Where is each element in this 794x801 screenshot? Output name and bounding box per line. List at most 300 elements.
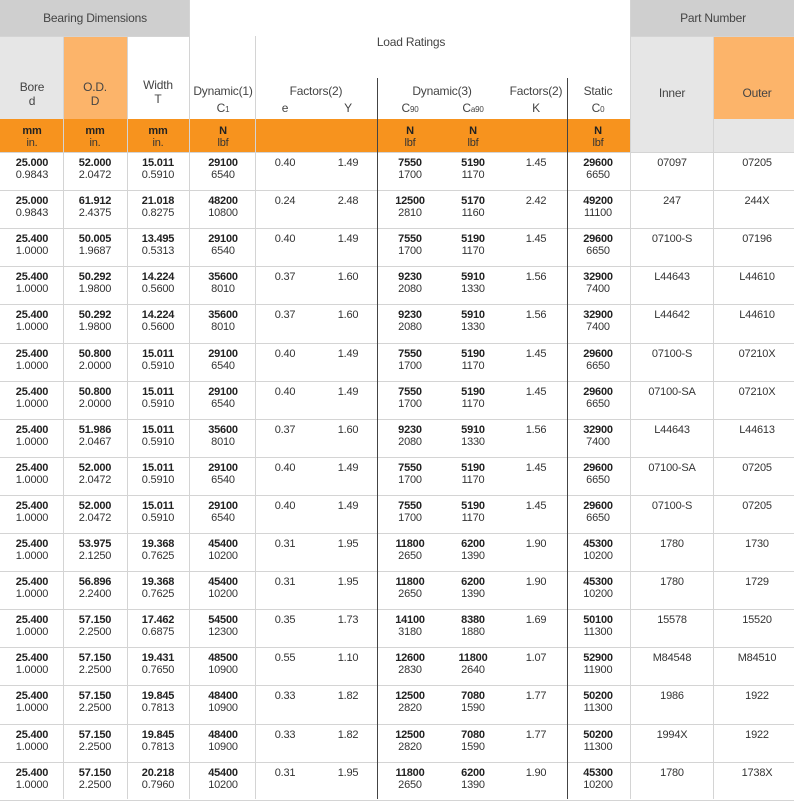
c90-metric: 11800 — [395, 766, 425, 779]
inner-part-value: L44643 — [654, 271, 690, 284]
ca90-metric: 11800 — [458, 652, 488, 665]
ca90-imperial: 1330 — [461, 283, 485, 296]
ca90-imperial: 1170 — [461, 245, 485, 258]
outer-part-value: L44610 — [739, 271, 775, 284]
c0-unit-lbf: lbf — [592, 137, 604, 149]
row-divider — [0, 647, 794, 648]
c1-metric: 48500 — [208, 652, 238, 665]
dynamic1-label: Dynamic(1) — [193, 84, 253, 98]
y-value: 1.49 — [337, 461, 359, 474]
e-value: 0.24 — [274, 195, 296, 208]
c90-unit-lbf: lbf — [404, 137, 416, 149]
od-unit-in: in. — [89, 137, 101, 149]
od-imperial: 2.0472 — [78, 169, 112, 181]
od-metric: 50.800 — [78, 385, 112, 398]
width-imperial: 0.5600 — [141, 321, 175, 334]
group-divider — [377, 78, 378, 799]
width-imperial: 0.7625 — [141, 588, 175, 601]
c90-imperial: 2830 — [398, 664, 422, 677]
c90-imperial: 1700 — [398, 245, 422, 258]
bearing-dimensions-title: Bearing Dimensions — [43, 11, 147, 25]
c1-imperial: 10900 — [208, 664, 238, 677]
e-value: 0.37 — [274, 271, 296, 284]
inner-part-value: 07100-S — [651, 499, 693, 512]
width-imperial: 0.5910 — [141, 359, 175, 372]
e-value: 0.40 — [274, 157, 296, 169]
od-imperial: 2.2500 — [78, 626, 112, 639]
width-imperial: 0.5600 — [141, 283, 175, 296]
ca90-imperial: 1170 — [461, 397, 485, 410]
od-imperial: 1.9800 — [78, 283, 112, 296]
c1-imperial: 10200 — [208, 550, 238, 562]
c1-metric: 45400 — [208, 766, 238, 779]
inner-label: Inner — [658, 86, 686, 100]
c1-label: C1 — [216, 101, 230, 115]
outer-part-value: 1729 — [745, 576, 769, 589]
width-imperial: 0.7813 — [141, 702, 175, 715]
y-value: 1.49 — [337, 347, 359, 360]
width-metric: 19.845 — [141, 728, 175, 741]
unit-band-part — [630, 119, 794, 152]
bore-metric: 25.400 — [15, 499, 49, 512]
c90-metric: 7550 — [398, 157, 422, 169]
width-metric: 14.224 — [141, 271, 175, 284]
width-metric: 15.011 — [142, 423, 174, 436]
y-value: 1.73 — [337, 614, 359, 627]
bore-metric: 25.400 — [15, 385, 49, 398]
y-value: 1.82 — [337, 728, 359, 741]
c90-label: C90 — [401, 101, 419, 115]
e-value: 0.55 — [274, 652, 296, 665]
factors1-label: Factors(2) — [289, 84, 343, 98]
od-metric: 57.150 — [78, 766, 112, 779]
c1-unit-lbf: lbf — [217, 137, 229, 149]
c0-metric: 29600 — [583, 347, 613, 360]
y-value: 1.95 — [337, 576, 359, 589]
c90-imperial: 1700 — [398, 473, 422, 486]
e-value: 0.37 — [274, 309, 296, 322]
c90-metric: 12600 — [395, 652, 425, 665]
ca90-metric: 5190 — [461, 347, 485, 360]
header-divider — [0, 36, 189, 37]
c0-imperial: 6650 — [586, 245, 610, 258]
k-value: 1.45 — [525, 347, 547, 360]
c0-imperial: 11300 — [583, 626, 613, 639]
width-metric: 15.011 — [142, 385, 174, 398]
e-value: 0.40 — [274, 233, 296, 246]
bore-imperial: 1.0000 — [15, 664, 49, 677]
od-metric: 61.912 — [78, 195, 112, 208]
c90-metric: 11800 — [395, 538, 425, 550]
c0-imperial: 11100 — [584, 207, 612, 220]
c1-unit-n: N — [219, 125, 227, 137]
c0-metric: 49200 — [583, 195, 613, 208]
width-metric: 15.011 — [142, 157, 174, 169]
c0-metric: 45300 — [583, 576, 613, 589]
k-value: 1.45 — [525, 157, 547, 169]
row-divider — [0, 190, 794, 191]
c1-metric: 35600 — [208, 423, 238, 436]
ca90-metric: 7080 — [461, 690, 485, 703]
k-value: 1.90 — [525, 538, 547, 550]
width-metric: 14.224 — [141, 309, 175, 322]
inner-part-value: 07100-S — [651, 233, 693, 246]
bore-metric: 25.400 — [15, 347, 49, 360]
width-unit-mm: mm — [148, 125, 168, 137]
c0-imperial: 6650 — [586, 473, 610, 486]
c0-imperial: 10200 — [583, 778, 613, 791]
od-metric: 51.986 — [78, 423, 112, 436]
c90-metric: 9230 — [398, 271, 422, 284]
y-value: 1.49 — [337, 157, 359, 169]
k-value: 1.69 — [525, 614, 547, 627]
c0-metric: 45300 — [583, 766, 613, 779]
outer-part-value: 244X — [744, 195, 770, 208]
e-value: 0.31 — [274, 538, 296, 550]
od-metric: 53.975 — [78, 538, 112, 550]
ca90-imperial: 1880 — [461, 626, 485, 639]
width-metric: 15.011 — [142, 461, 174, 474]
y-value: 1.10 — [337, 652, 359, 665]
k-value: 1.77 — [525, 728, 547, 741]
od-imperial: 2.0000 — [78, 397, 112, 410]
row-divider — [0, 228, 794, 229]
c90-metric: 12500 — [395, 195, 425, 208]
width-imperial: 0.5910 — [141, 511, 175, 524]
c1-metric: 45400 — [208, 576, 238, 589]
e-value: 0.40 — [274, 347, 296, 360]
c0-metric: 29600 — [583, 233, 613, 246]
outer-part-value: 07205 — [742, 499, 772, 512]
od-imperial: 2.1250 — [78, 550, 112, 562]
row-divider — [0, 304, 794, 305]
row-divider — [0, 685, 794, 686]
bore-metric: 25.400 — [15, 614, 49, 627]
row-divider — [0, 609, 794, 610]
bore-imperial: 1.0000 — [15, 588, 49, 601]
ca90-metric: 5190 — [461, 157, 485, 169]
c1-imperial: 8010 — [211, 321, 235, 334]
c0-metric: 29600 — [583, 157, 613, 169]
y-value: 1.95 — [337, 538, 359, 550]
od-imperial: 2.2500 — [78, 702, 112, 715]
c90-imperial: 1700 — [398, 511, 422, 524]
od-imperial: 1.9687 — [78, 245, 112, 258]
dynamic3-label: Dynamic(3) — [412, 84, 472, 98]
y-value: 1.49 — [337, 233, 359, 246]
bore-imperial: 1.0000 — [15, 626, 49, 639]
e-value: 0.33 — [274, 728, 296, 741]
e-value: 0.40 — [274, 499, 296, 512]
c1-imperial: 6540 — [211, 397, 235, 410]
c90-imperial: 2650 — [398, 550, 422, 562]
width-metric: 13.495 — [141, 233, 175, 246]
c0-imperial: 11300 — [583, 740, 613, 753]
c90-imperial: 1700 — [398, 359, 422, 372]
c1-imperial: 10200 — [208, 778, 238, 791]
c1-imperial: 12300 — [208, 626, 238, 639]
ca90-imperial: 1170 — [461, 473, 485, 486]
c0-metric: 50200 — [583, 728, 613, 741]
c1-imperial: 10200 — [208, 588, 238, 601]
outer-part-value: 1922 — [745, 690, 769, 703]
ca90-metric: 5910 — [461, 271, 485, 284]
bore-metric: 25.400 — [15, 690, 49, 703]
column-divider — [189, 0, 190, 36]
bore-imperial: 1.0000 — [15, 245, 49, 258]
c0-metric: 32900 — [583, 423, 613, 436]
width-imperial: 0.5910 — [141, 169, 175, 181]
c1-metric: 29100 — [208, 461, 238, 474]
od-metric: 56.896 — [78, 576, 112, 589]
y-value: 1.95 — [337, 766, 359, 779]
width-metric: 15.011 — [142, 499, 174, 512]
c0-metric: 50100 — [583, 614, 613, 627]
inner-part-value: 1780 — [660, 538, 684, 550]
row-divider — [0, 381, 794, 382]
c90-imperial: 2080 — [398, 435, 422, 448]
ca90-metric: 5190 — [461, 385, 485, 398]
c0-imperial: 11300 — [583, 702, 613, 715]
bore-unit-in: in. — [26, 137, 38, 149]
od-imperial: 2.2500 — [78, 778, 112, 791]
c1-metric: 45400 — [208, 538, 238, 550]
c90-metric: 9230 — [398, 423, 422, 436]
column-divider — [127, 36, 128, 799]
y-value: 1.82 — [337, 690, 359, 703]
bore-imperial: 1.0000 — [15, 550, 49, 562]
width-imperial: 0.5313 — [141, 245, 175, 258]
od-metric: 50.292 — [78, 271, 112, 284]
c1-imperial: 8010 — [211, 283, 235, 296]
c90-metric: 7550 — [398, 499, 422, 512]
od-metric: 50.292 — [78, 309, 112, 322]
od-imperial: 2.0467 — [78, 435, 112, 448]
e-value: 0.37 — [274, 423, 296, 436]
od-metric: 52.000 — [78, 461, 112, 474]
outer-part-value: 07205 — [742, 461, 772, 474]
y-value: 1.60 — [337, 423, 359, 436]
ca90-label: Ca90 — [462, 101, 484, 115]
e-value: 0.31 — [274, 766, 296, 779]
ca90-imperial: 1330 — [461, 321, 485, 334]
od-imperial: 2.0472 — [78, 473, 112, 486]
c90-unit-n: N — [406, 125, 414, 137]
inner-part-value: 07100-SA — [648, 385, 696, 398]
width-metric: 21.018 — [141, 195, 175, 208]
ca90-metric: 8380 — [461, 614, 485, 627]
c0-metric: 32900 — [583, 271, 613, 284]
c90-imperial: 2820 — [398, 702, 422, 715]
c1-imperial: 10800 — [208, 207, 238, 220]
bore-metric: 25.400 — [15, 728, 49, 741]
width-imperial: 0.7960 — [141, 778, 175, 791]
part-number-title: Part Number — [680, 11, 746, 25]
c1-metric: 29100 — [208, 347, 238, 360]
od-imperial: 2.0000 — [78, 359, 112, 372]
column-divider — [630, 36, 631, 799]
c0-metric: 29600 — [583, 461, 613, 474]
c1-metric: 48200 — [208, 195, 238, 208]
od-imperial: 2.0472 — [78, 511, 112, 524]
c1-metric: 29100 — [208, 233, 238, 246]
e-value: 0.35 — [274, 614, 296, 627]
ca90-unit-lbf: lbf — [467, 137, 479, 149]
row-divider — [0, 533, 794, 534]
ca90-imperial: 1160 — [461, 207, 485, 220]
column-divider — [255, 36, 256, 799]
c1-metric: 29100 — [208, 385, 238, 398]
y-label: Y — [344, 101, 352, 115]
c0-imperial: 6650 — [586, 359, 610, 372]
ca90-metric: 5190 — [461, 499, 485, 512]
y-value: 1.49 — [337, 385, 359, 398]
bore-imperial: 0.9843 — [15, 207, 49, 220]
bore-imperial: 1.0000 — [15, 473, 49, 486]
od-metric: 52.000 — [78, 157, 112, 169]
od-metric: 57.150 — [78, 690, 112, 703]
outer-part-value: 15520 — [742, 614, 772, 627]
column-divider — [63, 36, 64, 799]
ca90-metric: 5190 — [461, 233, 485, 246]
k-value: 1.45 — [525, 499, 547, 512]
c1-imperial: 6540 — [211, 473, 235, 486]
c90-metric: 7550 — [398, 233, 422, 246]
e-value: 0.31 — [274, 576, 296, 589]
bore-imperial: 1.0000 — [15, 740, 49, 753]
ca90-imperial: 1390 — [461, 550, 485, 562]
c1-metric: 48400 — [208, 690, 238, 703]
row-divider — [0, 152, 794, 153]
bore-symbol: d — [28, 94, 36, 108]
row-divider — [0, 266, 794, 267]
width-imperial: 0.7650 — [141, 664, 175, 677]
k-value: 1.45 — [525, 233, 547, 246]
outer-header-cell — [713, 36, 794, 119]
inner-part-value: 07100-SA — [648, 461, 696, 474]
c90-imperial: 2650 — [398, 588, 422, 601]
outer-part-value: 07205 — [742, 157, 772, 169]
od-metric: 50.005 — [78, 233, 112, 246]
od-unit-mm: mm — [85, 125, 105, 137]
outer-part-value: M84510 — [737, 652, 777, 665]
c0-imperial: 6650 — [586, 511, 610, 524]
inner-part-value: 07100-S — [651, 347, 693, 360]
k-value: 1.07 — [525, 652, 547, 665]
od-symbol: D — [90, 94, 100, 108]
k-value: 1.56 — [525, 423, 547, 436]
outer-label: Outer — [742, 86, 772, 100]
c0-imperial: 6650 — [586, 397, 610, 410]
c0-imperial: 7400 — [586, 321, 610, 334]
width-imperial: 0.6875 — [141, 626, 175, 639]
c90-imperial: 1700 — [398, 397, 422, 410]
inner-part-value: L44642 — [654, 309, 690, 322]
c0-metric: 29600 — [583, 385, 613, 398]
bore-metric: 25.400 — [15, 233, 49, 246]
ca90-imperial: 1390 — [461, 778, 485, 791]
row-divider — [0, 419, 794, 420]
inner-part-value: 1780 — [660, 766, 684, 779]
outer-part-value: 1730 — [745, 538, 769, 550]
c0-unit-n: N — [594, 125, 602, 137]
outer-part-value: 07210X — [738, 347, 776, 360]
c90-metric: 9230 — [398, 309, 422, 322]
row-divider — [0, 724, 794, 725]
c90-imperial: 2810 — [398, 207, 422, 220]
bore-imperial: 1.0000 — [15, 778, 49, 791]
bore-metric: 25.400 — [15, 576, 49, 589]
c0-metric: 52900 — [583, 652, 613, 665]
y-value: 1.60 — [337, 271, 359, 284]
column-divider — [630, 0, 631, 36]
ca90-metric: 6200 — [461, 766, 485, 779]
c90-imperial: 1700 — [398, 169, 422, 181]
c90-metric: 12500 — [395, 690, 425, 703]
outer-part-value: 1922 — [745, 728, 769, 741]
factors2-label: Factors(2) — [509, 84, 563, 98]
row-divider — [0, 571, 794, 572]
outer-part-value: L44610 — [739, 309, 775, 322]
ca90-imperial: 1590 — [461, 702, 485, 715]
c1-metric: 35600 — [208, 309, 238, 322]
bore-imperial: 0.9843 — [15, 169, 49, 181]
c90-metric: 14100 — [395, 614, 425, 627]
ca90-metric: 5190 — [461, 461, 485, 474]
width-metric: 19.368 — [141, 538, 175, 550]
ca90-imperial: 1170 — [461, 511, 485, 524]
c0-metric: 50200 — [583, 690, 613, 703]
c0-imperial: 11900 — [583, 664, 613, 677]
c90-imperial: 2080 — [398, 321, 422, 334]
c1-metric: 48400 — [208, 728, 238, 741]
width-metric: 19.368 — [141, 576, 175, 589]
inner-part-value: 1780 — [660, 576, 684, 589]
width-imperial: 0.5910 — [141, 397, 175, 410]
bore-imperial: 1.0000 — [15, 702, 49, 715]
bore-metric: 25.000 — [15, 195, 49, 208]
outer-part-value: 07196 — [742, 233, 772, 246]
ca90-unit-n: N — [469, 125, 477, 137]
od-imperial: 2.2500 — [78, 740, 112, 753]
c90-imperial: 3180 — [398, 626, 422, 639]
outer-part-value: L44613 — [739, 423, 775, 436]
bore-label: Bore — [19, 80, 45, 94]
ca90-imperial: 1170 — [461, 359, 485, 372]
width-metric: 19.431 — [141, 652, 175, 665]
bore-imperial: 1.0000 — [15, 397, 49, 410]
od-label: O.D. — [83, 80, 107, 94]
c0-metric: 45300 — [583, 538, 613, 550]
k-value: 2.42 — [525, 195, 547, 208]
row-divider — [0, 457, 794, 458]
c1-imperial: 6540 — [211, 245, 235, 258]
od-imperial: 2.2500 — [78, 664, 112, 677]
outer-part-value: 07210X — [738, 385, 776, 398]
bore-unit-mm: mm — [22, 125, 42, 137]
y-value: 1.49 — [337, 499, 359, 512]
c90-metric: 7550 — [398, 347, 422, 360]
bore-metric: 25.400 — [15, 423, 49, 436]
width-imperial: 0.7625 — [141, 550, 175, 562]
c1-metric: 54500 — [208, 614, 238, 627]
ca90-imperial: 1330 — [461, 435, 485, 448]
width-imperial: 0.5910 — [141, 473, 175, 486]
e-value: 0.40 — [274, 461, 296, 474]
outer-part-value: 1738X — [741, 766, 773, 779]
bore-metric: 25.400 — [15, 652, 49, 665]
c1-imperial: 6540 — [211, 169, 235, 181]
